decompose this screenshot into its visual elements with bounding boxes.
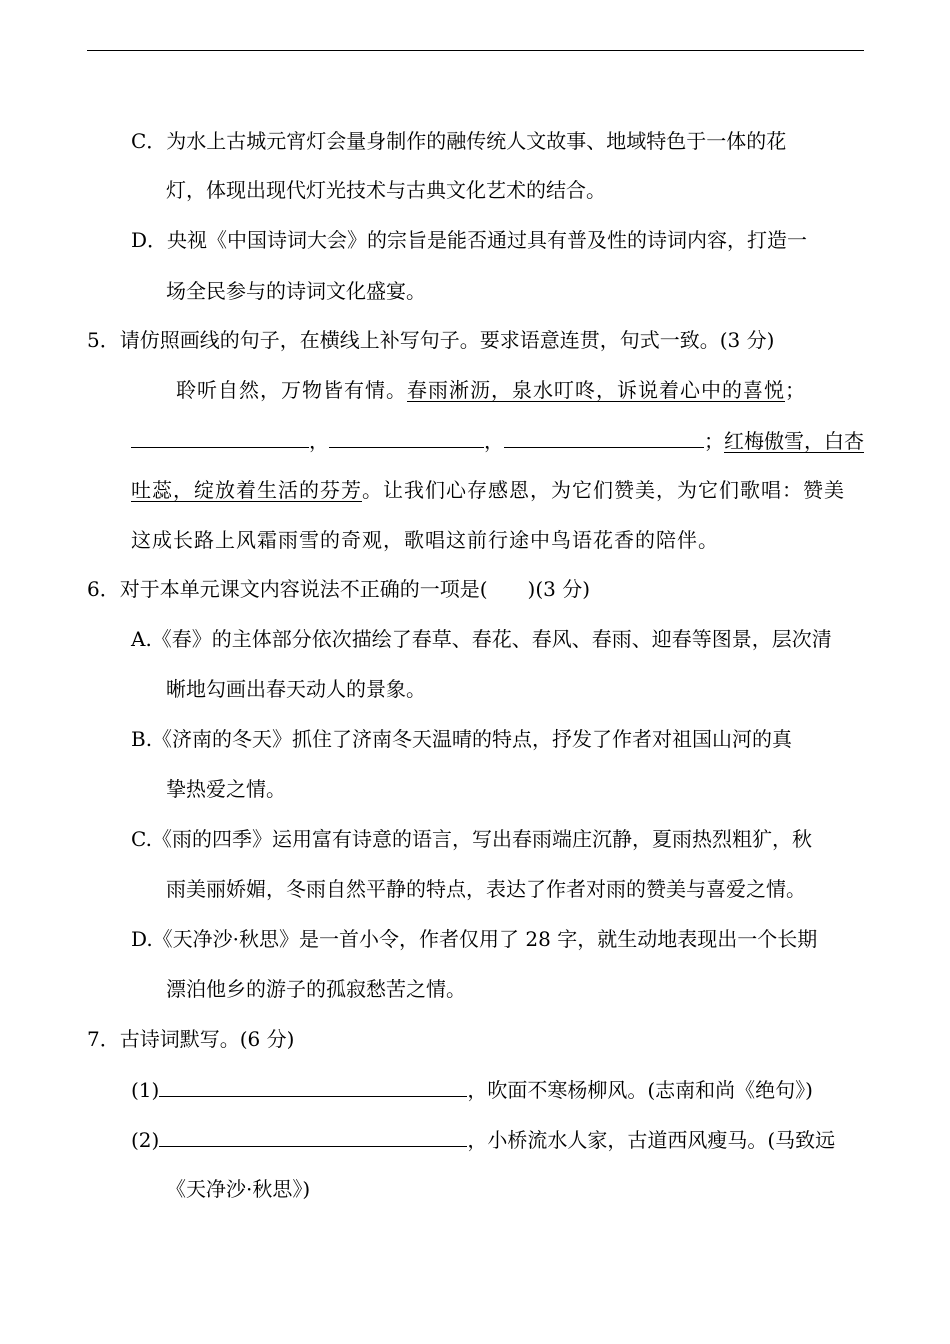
q7-item-2-text: ，小桥流水人家，古道西风瘦马。(马致远 <box>467 1128 836 1152</box>
q6-option-a-line1: A.《春》的主体部分依次描绘了春草、春花、春风、春雨、迎春等图景，层次清 <box>131 627 832 651</box>
q5-paragraph-line1 <box>176 377 806 403</box>
q6-option-c-line1: C.《雨的四季》运用富有诗意的语言，写出春雨端庄沉静，夏雨热烈粗犷，秋 <box>131 827 812 851</box>
q5-semicolon: ； <box>704 429 724 453</box>
q6-option-d-line1: D.《天净沙·秋思》是一首小令，作者仅用了 28 字，就生动地表现出一个长期 <box>131 927 818 951</box>
q5-lead-text: 聆听自然，万物皆有情。 <box>176 378 407 402</box>
q4-option-d-line2: 场全民参与的诗词文化盛宴。 <box>166 279 426 303</box>
q5-blank-2[interactable] <box>329 427 484 448</box>
q5-underlined-example-1: 春雨淅沥，泉水叮咚，诉说着心中的喜悦 <box>407 378 785 402</box>
q6-stem: 6．对于本单元课文内容说法不正确的一项是( )(3 分) <box>87 577 591 601</box>
q6-option-c-line2: 雨美丽娇媚，冬雨自然平静的特点，表达了作者对雨的赞美与喜爱之情。 <box>166 877 806 901</box>
header-rule <box>87 50 864 51</box>
q6-option-a-line2: 晰地勾画出春天动人的景象。 <box>166 677 426 701</box>
q4-option-c-line2: 灯，体现出现代灯光技术与古典文化艺术的结合。 <box>166 178 606 202</box>
q7-item-1-number: (1) <box>131 1078 160 1102</box>
q5-comma-2: ， <box>484 429 504 453</box>
q6-option-b-line2: 挚热爱之情。 <box>166 777 286 801</box>
q5-paragraph-line3 <box>131 477 845 503</box>
q5-blank-3[interactable] <box>504 427 704 448</box>
q5-paragraph-rest: 。让我们心存感恩，为它们赞美，为它们歌唱：赞美 <box>362 478 845 502</box>
q5-blank-1[interactable] <box>131 427 309 448</box>
q5-paragraph-line4: 这成长路上风霜雨雪的奇观，歌唱这前行途中鸟语花香的陪伴。 <box>131 528 719 552</box>
q5-stem: 5．请仿照画线的句子，在横线上补写句子。要求语意连贯，句式一致。(3 分) <box>87 328 775 352</box>
q5-underlined-example-2-cont: 吐蕊，绽放着生活的芬芳 <box>131 478 362 502</box>
q6-option-b-line1: B.《济南的冬天》抓住了济南冬天温晴的特点，抒发了作者对祖国山河的真 <box>131 727 793 751</box>
q7-item-1 <box>131 1076 813 1103</box>
q7-blank-2[interactable] <box>159 1126 467 1147</box>
q7-stem: 7．古诗词默写。(6 分) <box>87 1027 295 1051</box>
q4-option-c-line1: C．为水上古城元宵灯会量身制作的融传统人文故事、地域特色于一体的花 <box>131 129 787 153</box>
q7-item-2 <box>131 1126 835 1153</box>
q7-item-2-continuation: 《天净沙·秋思》) <box>166 1177 311 1201</box>
q4-option-d-line1: D．央视《中国诗词大会》的宗旨是能否通过具有普及性的诗词内容，打造一 <box>131 228 808 252</box>
q5-punct: ； <box>785 378 806 402</box>
q7-blank-1[interactable] <box>159 1076 467 1097</box>
q6-option-d-line2: 漂泊他乡的游子的孤寂愁苦之情。 <box>166 977 466 1001</box>
q7-item-2-number: (2) <box>131 1128 160 1152</box>
q7-item-1-text: ，吹面不寒杨柳风。(志南和尚《绝句》) <box>467 1078 813 1102</box>
q5-paragraph-line2 <box>131 427 864 454</box>
q5-underlined-example-2: 红梅傲雪，白杏 <box>724 429 864 453</box>
q5-comma-1: ， <box>309 429 329 453</box>
